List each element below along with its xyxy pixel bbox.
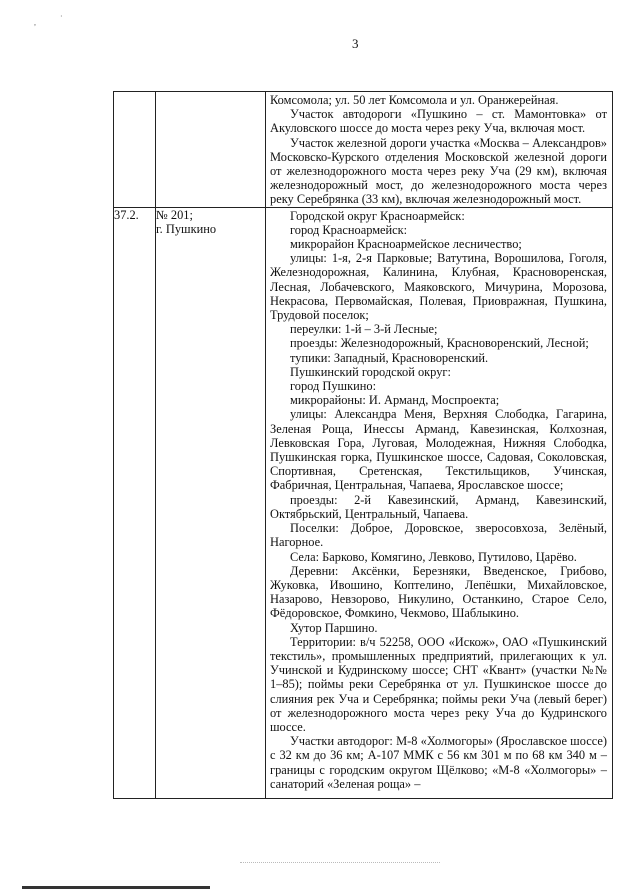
description-paragraph: Села: Барково, Комягино, Левково, Путилово, Царёво.	[290, 549, 577, 564]
description-paragraph: Пушкинский городской округ:	[290, 364, 451, 379]
table-row-continuation	[114, 92, 613, 208]
description-paragraph: Деревни: Аксёнки, Березняки, Введенское, Грибово, Жуковка, Ивошино, Коптелино, Лепёшки, Михайловское, Назарово, Невзорово, Никулино, Останкино, Старое Село, Фёдоровское, Фомкино, Чекмово, Шаблыкино.	[270, 563, 607, 621]
district-number: № 201;	[156, 207, 193, 222]
description-paragraph: Комсомола; ул. 50 лет Комсомола и ул. Оранжерейная.	[270, 93, 559, 107]
footer-rule	[22, 886, 210, 889]
description-cell	[266, 207, 613, 798]
description-paragraph: город Красноармейск:	[290, 222, 408, 237]
description-paragraph: тупики: Западный, Красноворенский.	[290, 350, 489, 365]
description-paragraph: Участок железной дороги участка «Москва – Александров» Московско-Курского отделения Московской железной дороги от железнодорожного моста через реку Уча (29 км), включая железнодорожный мост, до железнодорожного моста через реку Серебрянка (33 км), включая железнодорожный мост.	[270, 135, 607, 207]
number-cell	[114, 92, 156, 208]
description-paragraph: город Пушкино:	[290, 379, 377, 394]
description-paragraph: улицы: Александра Меня, Верхняя Слободка, Гагарина, Зеленая Роща, Инессы Арманд, Кавезинская, Колхозная, Левковская Гора, Луговая, Молодежная, Нижняя Слободка, Пушкинская горка, Пушкинское шоссе, Садовая, Соколовская, Спортивная, Сретенская, Текстильщиков, Учинская, Фабричная, Центральная, Чапаева, Ярославское шоссе;	[270, 407, 607, 493]
description-paragraph: Хутор Паршино.	[290, 620, 378, 635]
description-paragraph: Поселки: Доброе, Доровское, зверосовхоза, Зелёный, Нагорное.	[270, 521, 607, 550]
description-paragraph: улицы: 1-я, 2-я Парковые; Ватутина, Ворошилова, Гоголя, Железнодорожная, Калинина, Клубная, Красноворенская, Лесная, Лобачевского, Маяковского, Мичурина, Морозова, Некрасова, Первомайская, Полевая, Приовражная, Пушкина, Трудовой поселок;	[270, 251, 607, 323]
scan-speck: ·	[60, 12, 63, 21]
description-paragraph: микрорайоны: И. Арманд, Моспроекта;	[290, 393, 500, 408]
description-paragraph: микрорайон Красноармейское лесничество;	[290, 237, 522, 252]
description-paragraph: проезды: Железнодорожный, Красноворенский, Лесной;	[290, 336, 589, 351]
page-number: 3	[352, 36, 359, 51]
scan-speck: ,	[34, 18, 36, 27]
description-paragraph: переулки: 1-й – 3-й Лесные;	[290, 322, 438, 337]
table-row	[114, 207, 613, 798]
description-paragraph: Участок автодороги «Пушкино – ст. Мамонтовка» от Акуловского шоссе до моста через реку Уча, включая мост.	[270, 107, 607, 136]
district-cell	[156, 92, 266, 208]
description-paragraph: проезды: 2-й Кавезинский, Арманд, Кавезинский, Октябрьский, Центральный, Чапаева.	[270, 492, 607, 521]
description-cell	[266, 92, 613, 208]
description-paragraph: Городской округ Красноармейск:	[290, 208, 465, 223]
description-paragraph: Территории: в/ч 52258, ООО «Искож», ОАО «Пушкинский текстиль», промышленных предприятий, прилегающих к ул. Учинской и Кудринскому шоссе; СНТ «Квант» (участки №№ 1–85); поймы реки Серебрянка от ул. Пушкинское шоссе до слияния рек Уча и Серебрянка; поймы реки Уча (левый берег) от железнодорожного моста через реку Уча до Кудринского шоссе.	[270, 634, 607, 734]
scan-artifact	[240, 862, 440, 864]
description-paragraph: Участки автодорог: М-8 «Холмогоры» (Ярославское шоссе) с 32 км до 36 км; А-107 ММК с 56 км 301 м по 68 км 340 м – границы с городским округом Щёлково; «М-8 «Холмогоры» – санаторий «Зеленая роща» –	[270, 734, 607, 791]
district-cell	[156, 207, 266, 798]
row-number: 37.2.	[114, 207, 156, 798]
district-name: г. Пушкино	[156, 221, 217, 236]
districts-table	[113, 91, 613, 799]
